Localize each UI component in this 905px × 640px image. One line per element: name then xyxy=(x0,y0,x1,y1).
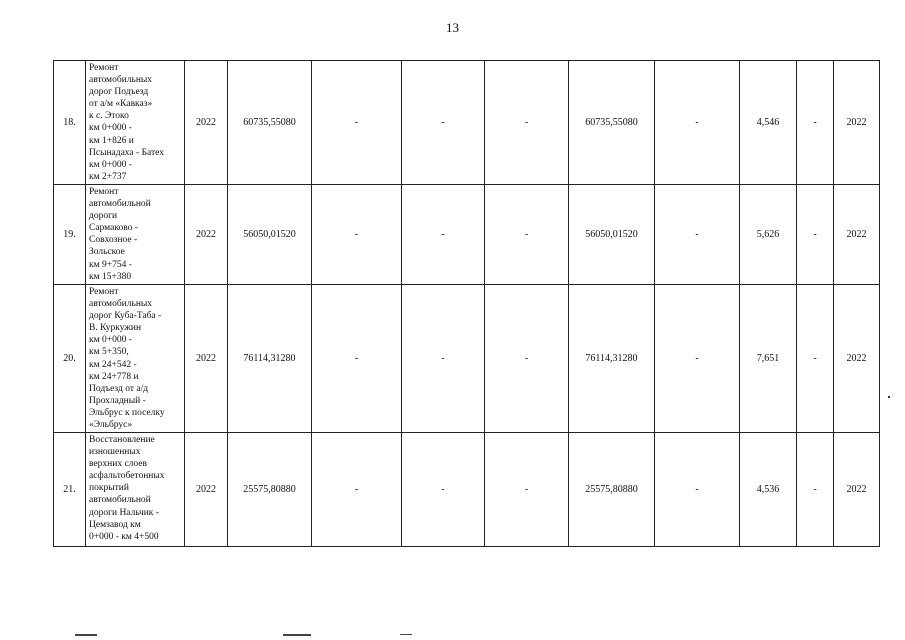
end-year: 2022 xyxy=(834,433,880,547)
budget-amount: 60735,55080 xyxy=(569,61,655,185)
budget-amount: 25575,80880 xyxy=(569,433,655,547)
total-amount: 60735,55080 xyxy=(228,61,312,185)
total-amount: 25575,80880 xyxy=(228,433,312,547)
footer-line xyxy=(283,634,311,636)
end-year: 2022 xyxy=(834,61,880,185)
road-length: 4,546 xyxy=(740,61,797,185)
total-amount: 76114,31280 xyxy=(228,285,312,433)
table-row xyxy=(54,61,880,185)
empty-cell: - xyxy=(312,285,402,433)
start-year: 2022 xyxy=(185,61,228,185)
table-row xyxy=(54,433,880,547)
start-year: 2022 xyxy=(185,285,228,433)
empty-cell: - xyxy=(402,285,485,433)
road-length: 4,536 xyxy=(740,433,797,547)
empty-cell: - xyxy=(797,285,834,433)
object-name: Восстановление изношенных верхних слоев асфальтобетонных покрытий автомобильной дороги Нальчик - Цемзавод км 0+000 - км 4+500 xyxy=(86,433,185,547)
empty-cell: - xyxy=(402,433,485,547)
empty-cell: - xyxy=(402,185,485,285)
empty-cell: - xyxy=(402,61,485,185)
object-name: Ремонт автомобильных дорог Подъезд от а/м «Кавказ» к с. Этоко км 0+000 - км 1+826 и Псынадаха - Батех км 0+000 - км 2+737 xyxy=(86,61,185,185)
empty-cell: - xyxy=(655,185,740,285)
object-name: Ремонт автомобильных дорог Куба-Таба - В. Куркужин км 0+000 - км 5+350, км 24+542 - км 24+778 и Подъезд от а/д Прохладный - Эльбрус к поселку «Эльбрус» xyxy=(86,285,185,433)
total-amount: 56050,01520 xyxy=(228,185,312,285)
road-repair-table xyxy=(53,60,880,547)
empty-cell: - xyxy=(655,285,740,433)
start-year: 2022 xyxy=(185,433,228,547)
footer-line xyxy=(400,634,412,635)
empty-cell: - xyxy=(485,433,569,547)
footer-line xyxy=(75,634,97,636)
end-year: 2022 xyxy=(834,185,880,285)
empty-cell: - xyxy=(485,285,569,433)
row-number: 19. xyxy=(54,185,86,285)
empty-cell: - xyxy=(655,433,740,547)
row-number: 18. xyxy=(54,61,86,185)
table-row xyxy=(54,285,880,433)
budget-amount: 56050,01520 xyxy=(569,185,655,285)
empty-cell: - xyxy=(485,61,569,185)
empty-cell: - xyxy=(797,185,834,285)
road-length: 5,626 xyxy=(740,185,797,285)
page-number: 13 xyxy=(446,20,459,35)
budget-amount: 76114,31280 xyxy=(569,285,655,433)
empty-cell: - xyxy=(312,433,402,547)
empty-cell: - xyxy=(312,185,402,285)
row-number: 20. xyxy=(54,285,86,433)
object-name: Ремонт автомобильной дороги Сармаково - Совхозное - Зольское км 9+754 - км 15+380 xyxy=(86,185,185,285)
empty-cell: - xyxy=(655,61,740,185)
empty-cell: - xyxy=(312,61,402,185)
scan-speck xyxy=(888,396,890,398)
road-length: 7,651 xyxy=(740,285,797,433)
empty-cell: - xyxy=(797,433,834,547)
empty-cell: - xyxy=(485,185,569,285)
row-number: 21. xyxy=(54,433,86,547)
end-year: 2022 xyxy=(834,285,880,433)
empty-cell: - xyxy=(797,61,834,185)
start-year: 2022 xyxy=(185,185,228,285)
table-row xyxy=(54,185,880,285)
